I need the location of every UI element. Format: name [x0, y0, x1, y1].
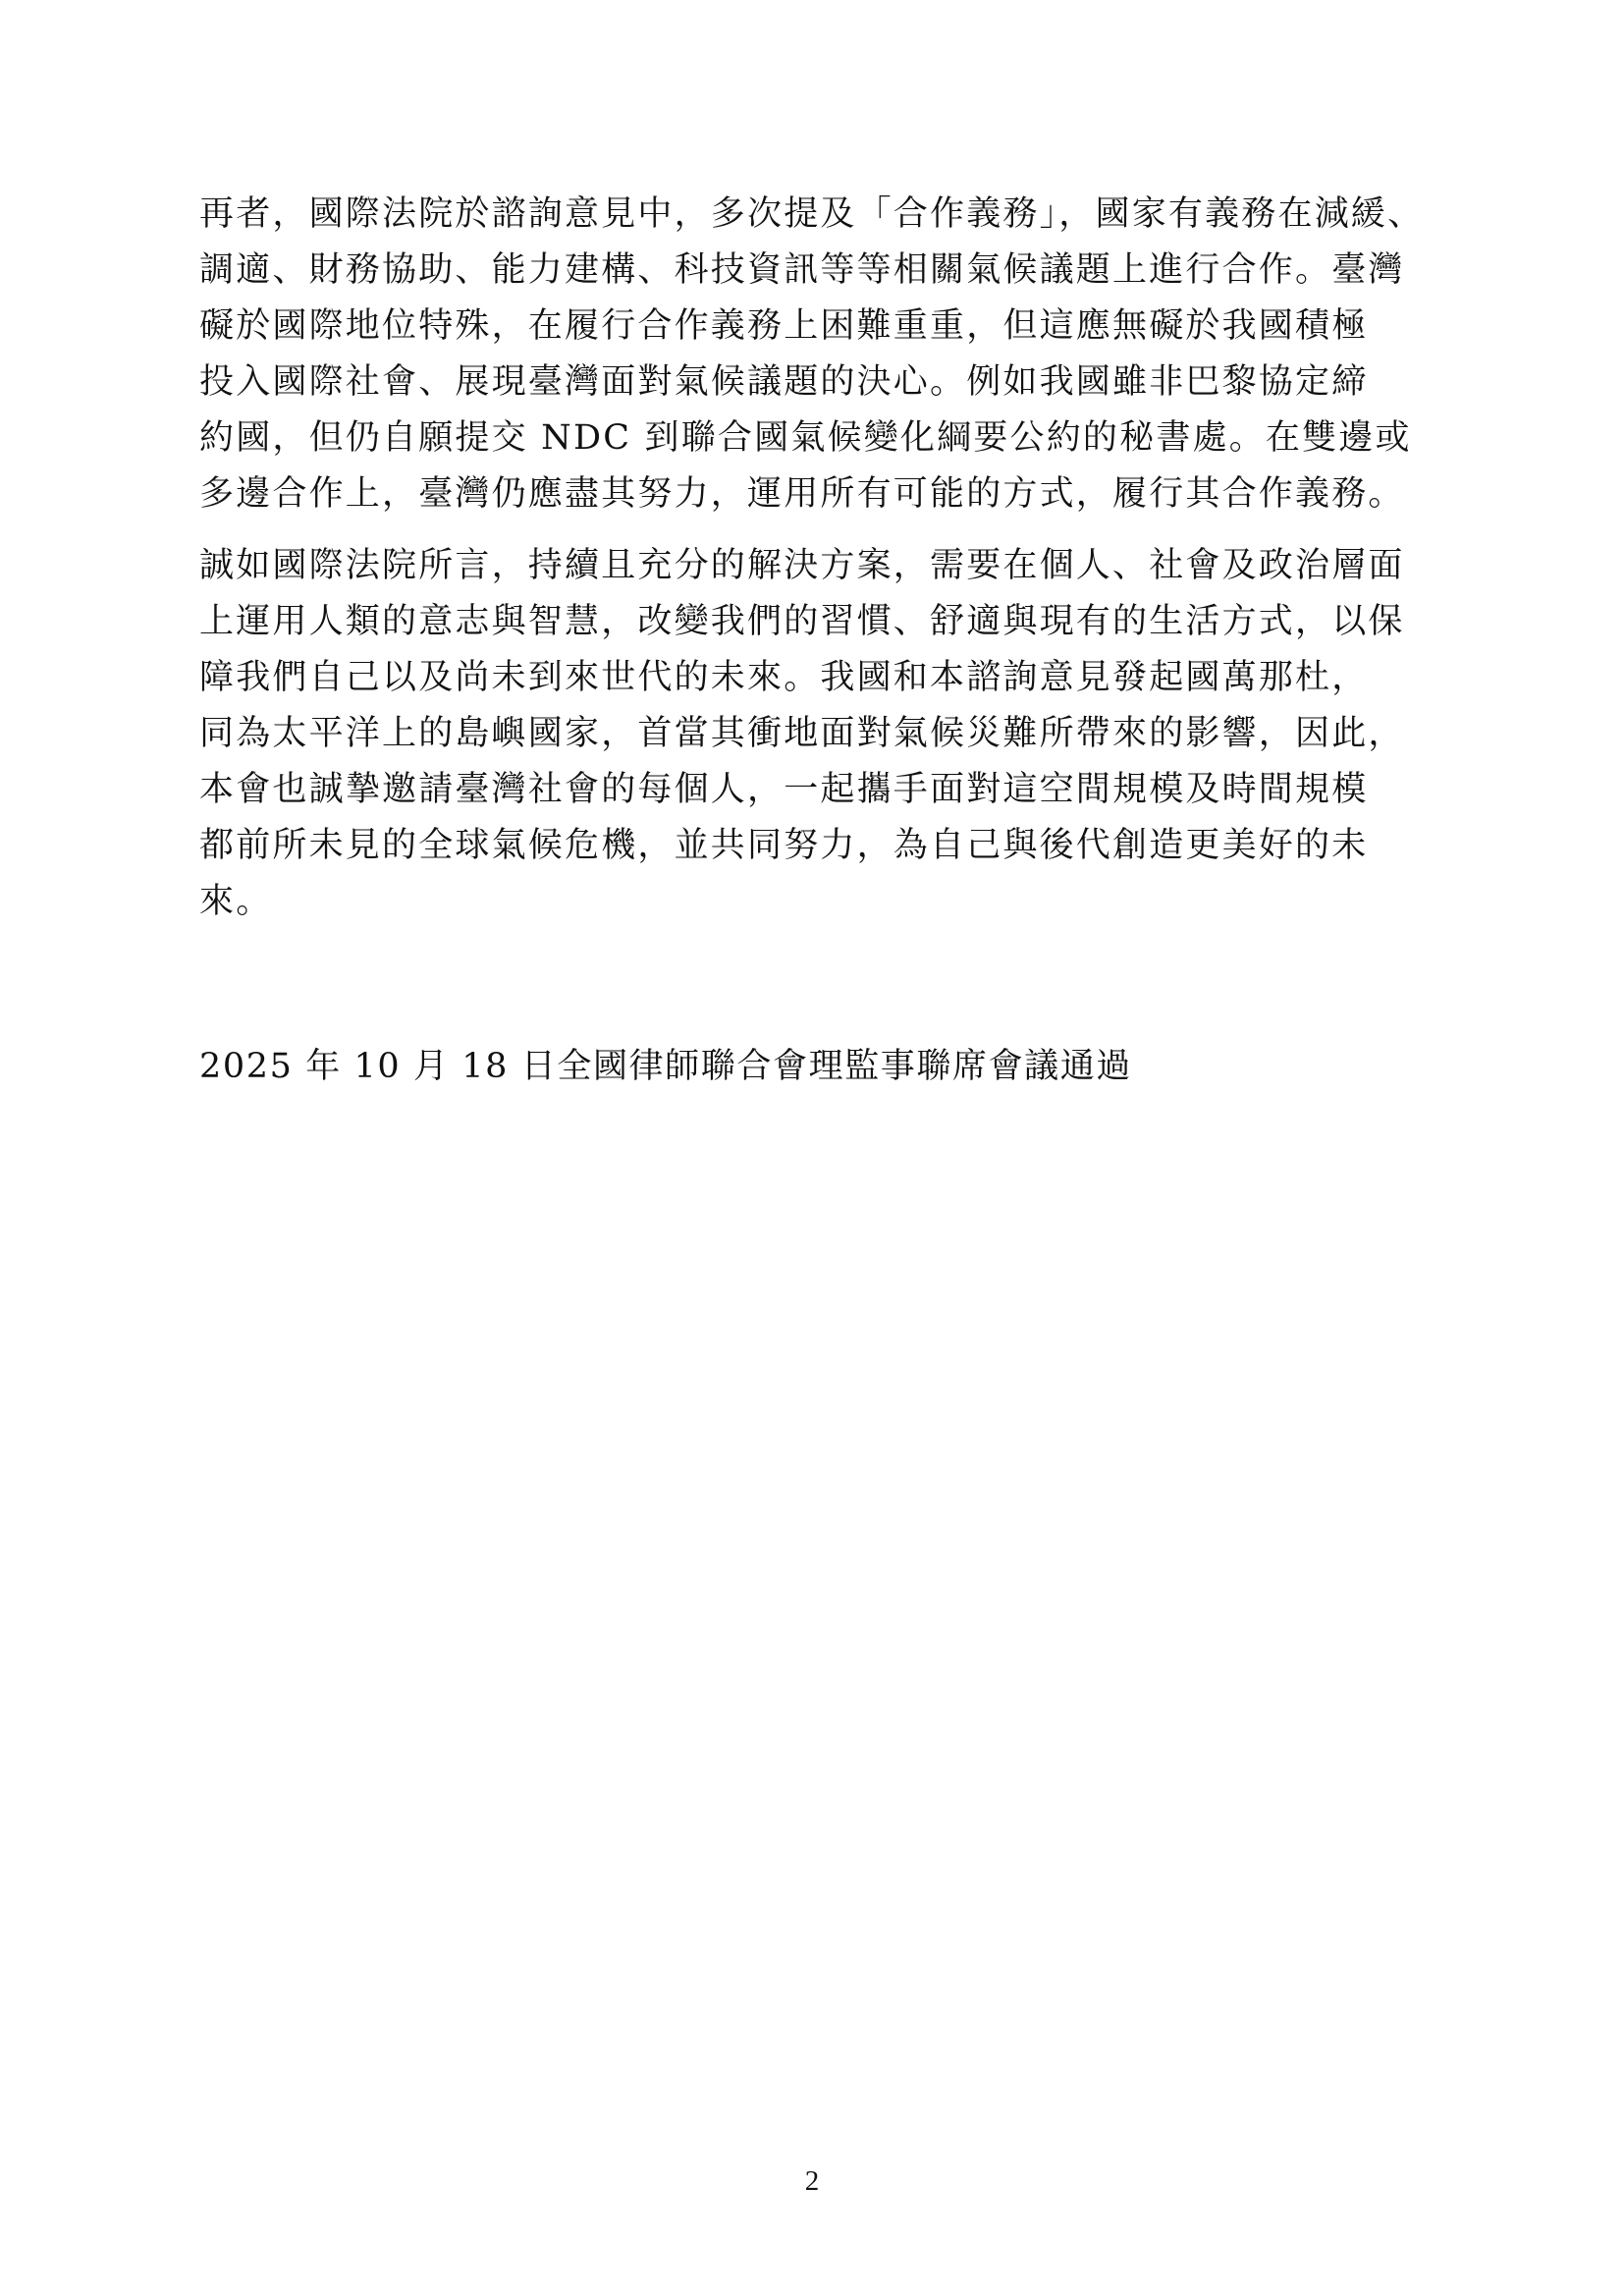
- text-line: 多邊合作上，臺灣仍應盡其努力，運用所有可能的方式，履行其合作義務。: [199, 474, 1405, 514]
- paragraph-cooperation-duty: [199, 187, 1429, 522]
- text-line: 礙於國際地位特殊，在履行合作義務上困難重重，但這應無礙於我國積極: [199, 306, 1369, 346]
- text-line: 投入國際社會、展現臺灣面對氣候議題的決心。例如我國雖非巴黎協定締: [199, 362, 1369, 402]
- paragraph-spacer: [199, 522, 1429, 538]
- paragraph-call-to-action: [199, 538, 1429, 930]
- text-line: 調適、財務協助、能力建構、科技資訊等等相關氣候議題上進行合作。臺灣: [199, 250, 1405, 290]
- page-number: 2: [804, 2165, 820, 2197]
- text-line: 都前所未見的全球氣候危機，並共同努力，為自己與後代創造更美好的未: [199, 826, 1369, 865]
- text-line: 障我們自己以及尚未到來世代的未來。我國和本諮詢意見發起國萬那杜，: [199, 658, 1369, 697]
- text-line: 再者，國際法院於諮詢意見中，多次提及「合作義務」，國家有義務在減緩、: [199, 194, 1425, 234]
- text-line: 本會也誠摯邀請臺灣社會的每個人，一起攜手面對這空間規模及時間規模: [199, 770, 1369, 809]
- text-line: 約國，但仍自願提交 NDC 到聯合國氣候變化綱要公約的秘書處。在雙邊或: [199, 418, 1412, 458]
- text-line: 來。: [199, 882, 273, 921]
- text-line: 同為太平洋上的島嶼國家，首當其衝地面對氣候災難所帶來的影響，因此，: [199, 714, 1405, 753]
- document-body: [199, 187, 1429, 930]
- text-line: 上運用人類的意志與智慧，改變我們的習慣、舒適與現有的生活方式，以保: [199, 602, 1405, 641]
- text-line: 誠如國際法院所言，持續且充分的解決方案，需要在個人、社會及政治層面: [199, 546, 1405, 585]
- approval-signature-line: 2025 年 10 月 18 日全國律師聯合會理監事聯席會議通過: [199, 1047, 1132, 1086]
